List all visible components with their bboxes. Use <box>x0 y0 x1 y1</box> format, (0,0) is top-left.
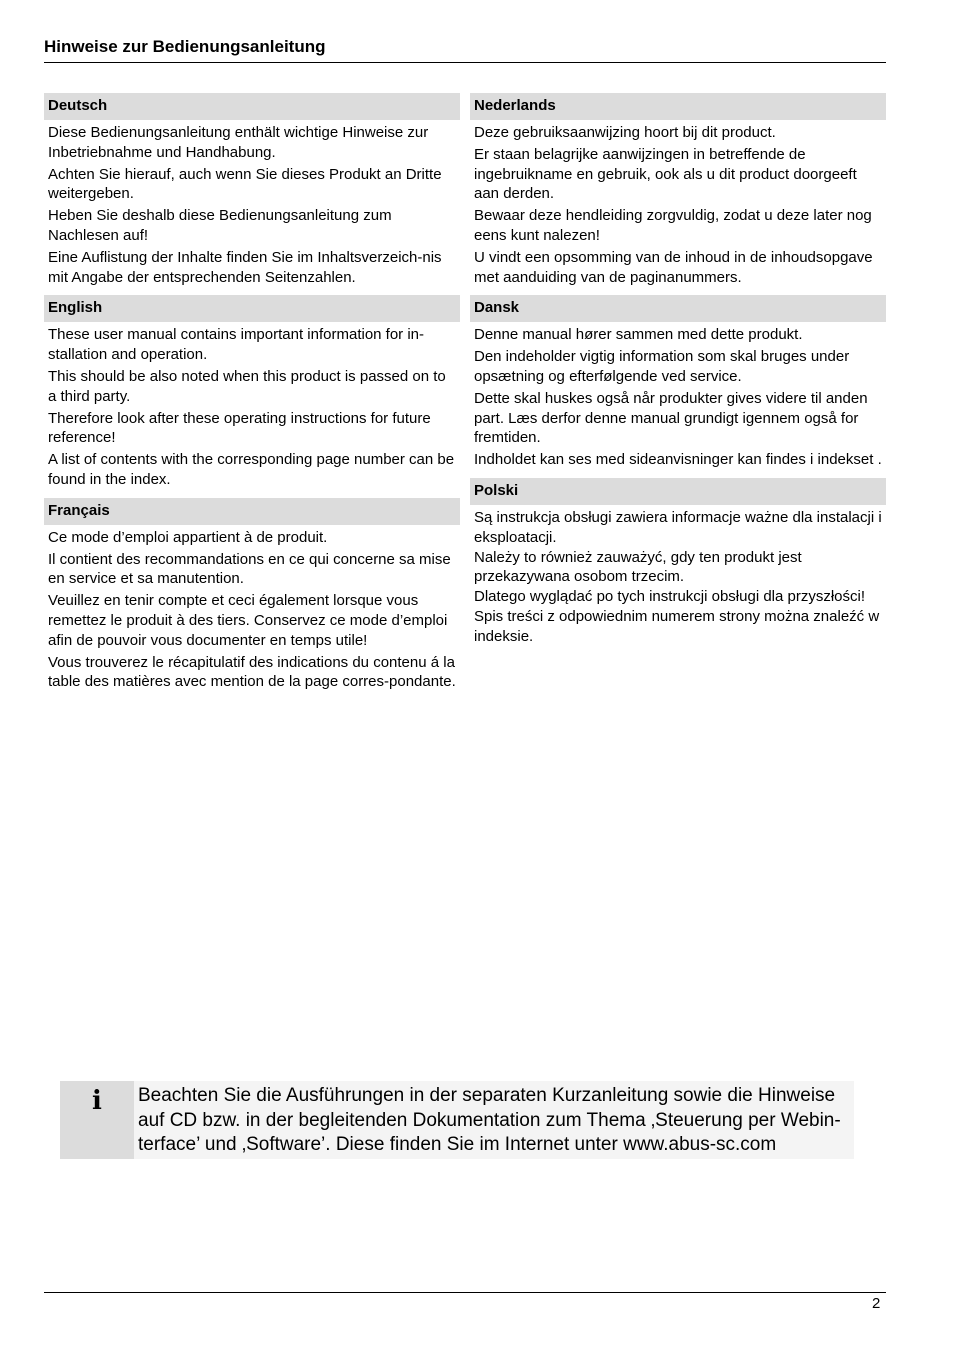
section-title: Dansk <box>470 295 886 322</box>
footer-divider <box>44 1292 886 1293</box>
paragraph: Spis treści z odpowiednim numerem strony można znaleźć w indeksie. <box>474 607 880 645</box>
paragraph: Heben Sie deshalb diese Bedienungsanleitung zum Nachlesen auf! <box>48 207 392 244</box>
paragraph: Denne manual hører sammen med dette produkt. <box>474 326 803 344</box>
paragraph: Den indeholder vigtig information som skal bruges under opsætning og efterfølgende ved service. <box>474 348 850 385</box>
section-title: Français <box>44 498 460 525</box>
paragraph: Należy to również zauważyć, gdy ten produkt jest przekazywana osobom trzecim. <box>474 548 802 586</box>
info-icon: i <box>92 1086 102 1116</box>
paragraph: Achten Sie hierauf, auch wenn Sie dieses Produkt an Dritte weitergeben. <box>48 165 442 203</box>
paragraph: Są instrukcja obsługi zawiera informacje ważne dla instalacji i eksploatacji. <box>474 508 882 546</box>
paragraph: Il contient des recommandations en ce qui concerne sa mise en service et sa manutention. <box>48 550 451 588</box>
paragraph: Vous trouverez le récapitulatif des indications du contenu á la table des matières avec mention de la page corres-pondante. <box>48 653 456 691</box>
section-nederlands <box>470 93 886 295</box>
paragraph: Indholdet kan ses med sideanvisninger kan findes i indekset . <box>474 451 882 469</box>
paragraph: U vindt een opsomming van de inhoud in de inhoudsopgave met aanduiding van de paginanummers. <box>474 248 873 286</box>
header-divider <box>44 62 886 63</box>
paragraph: This should be also noted when this product is passed on to a third party. <box>48 367 446 405</box>
paragraph: Ce mode d’emploi appartient à de produit. <box>48 528 328 546</box>
paragraph: These user manual contains important information for in-stallation and operation. <box>48 326 425 364</box>
paragraph: Deze gebruiksaanwijzing hoort bij dit product. <box>474 124 776 141</box>
paragraph: A list of contents with the corresponding page number can be found in the index. <box>48 451 455 488</box>
page-title: Hinweise zur Bedienungsanleitung <box>44 37 326 56</box>
page-number: 2 <box>872 1295 881 1312</box>
section-title: Deutsch <box>44 93 460 120</box>
section-deutsch <box>44 93 460 295</box>
paragraph: Dlatego wyglądać po tych instrukcji obsługi dla przyszłości! <box>474 588 866 606</box>
left-column <box>44 93 460 700</box>
paragraph: Dette skal huskes også når produkter gives videre til anden part. Læs derfor denne manual grundigt igennem også for fremtiden. <box>474 389 868 447</box>
right-column <box>470 93 886 653</box>
note-text: Beachten Sie die Ausführungen in der separaten Kurzanleitung sowie die Hinweise auf CD bzw. in der begleitenden Dokumentation zum Thema ‚Steuerung per Webin-terface’ und ‚Software’. Diese finden Sie im Internet unter www.abus-sc.com <box>138 1085 841 1155</box>
info-note <box>60 1081 854 1159</box>
paragraph: Therefore look after these operating instructions for future reference! <box>48 409 431 447</box>
section-title: English <box>44 295 460 322</box>
section-english <box>44 295 460 497</box>
paragraph: Veuillez en tenir compte et ceci également lorsque vous remettez le produit à des tiers. Conservez ce mode d’emploi afin de pouvoir vous documenter en temps utile! <box>48 592 448 649</box>
section-polski <box>470 478 886 653</box>
paragraph: Diese Bedienungsanleitung enthält wichtige Hinweise zur Inbetriebnahme und Handhabung. <box>48 124 429 161</box>
section-title: Nederlands <box>470 93 886 120</box>
paragraph: Eine Auflistung der Inhalte finden Sie im Inhaltsverzeich-nis mit Angabe der entsprechenden Seitenzahlen. <box>48 248 442 286</box>
section-dansk <box>470 295 886 478</box>
paragraph: Bewaar deze hendleiding zorgvuldig, zodat u deze later nog eens kunt nalezen! <box>474 207 872 244</box>
paragraph: Er staan belagrijke aanwijzingen in betreffende de ingebruikname en gebruik, ook als u dit product doorgeeft aan derden. <box>474 145 857 203</box>
section-title: Polski <box>470 478 886 505</box>
section-francais <box>44 498 460 700</box>
